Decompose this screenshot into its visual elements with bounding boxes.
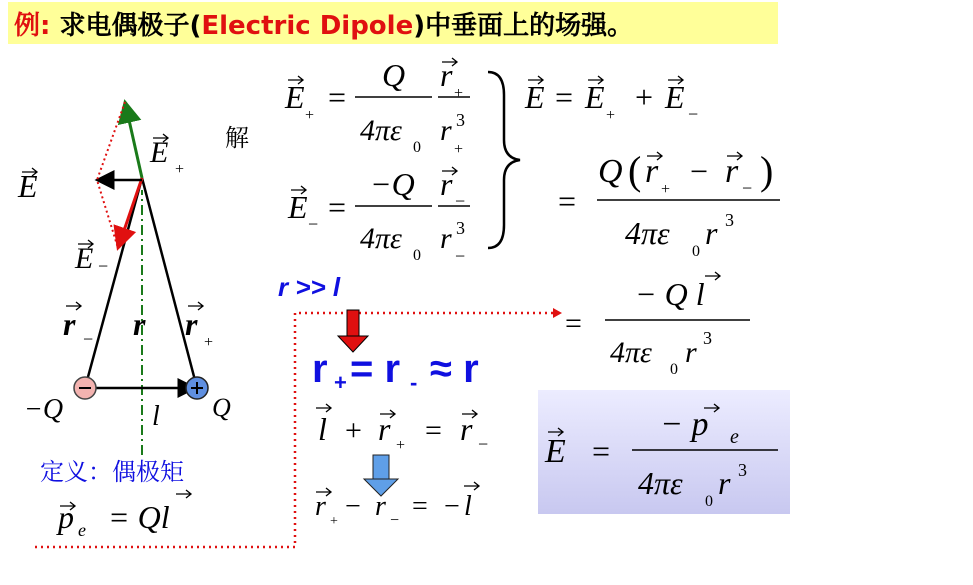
sum-E-plus-sub: + xyxy=(606,107,616,124)
vec-eq2-r2: r xyxy=(375,491,386,522)
sum-E-minus-sub: − xyxy=(688,104,699,124)
eq2-eq: = xyxy=(328,189,347,225)
eq2-rnum: r xyxy=(440,166,453,202)
step3-den: 4πε xyxy=(610,336,652,369)
result-num-sub: e xyxy=(730,426,739,448)
title-text-before: 求电偶极子( xyxy=(59,11,202,41)
step2-minus: − xyxy=(690,153,709,189)
vec-eq-r2: r xyxy=(460,411,473,447)
eq2-sub: − xyxy=(308,214,319,234)
vec-eq2-eq: = xyxy=(412,491,428,522)
definition-sub: e xyxy=(78,520,86,540)
label-r-minus: r xyxy=(63,306,76,342)
label-E-minus-sub: − xyxy=(98,256,109,276)
step2-den-r: r xyxy=(705,215,718,251)
label-r-plus-sub: + xyxy=(204,334,214,351)
brace xyxy=(488,72,520,248)
sum-eq: = xyxy=(555,79,574,115)
vec-eq2-l: l xyxy=(464,491,472,522)
result-den-r: r xyxy=(718,465,731,501)
eq1-rnum: r xyxy=(440,57,453,93)
step2-rparen: ) xyxy=(760,148,774,193)
step2-r2: r xyxy=(725,153,739,190)
label-E: E xyxy=(18,168,38,204)
r-minus-line xyxy=(85,178,142,388)
result-den-cube: 3 xyxy=(738,460,747,480)
sum-E-minus: E xyxy=(665,79,685,115)
sum-E: E xyxy=(525,79,545,115)
approx-minus-sub: - xyxy=(410,370,418,395)
eq1-rden-sub: + xyxy=(454,141,464,158)
step3-den-zero: 0 xyxy=(670,361,678,378)
result-eq: = xyxy=(592,433,611,469)
approx-r: r xyxy=(312,347,328,391)
sum-E-plus: E xyxy=(585,79,605,115)
step2-r2-sub: − xyxy=(742,178,753,198)
sum-plus: + xyxy=(635,79,654,115)
eq1-rnum-sub: + xyxy=(454,85,464,102)
step2-den-cube: 3 xyxy=(725,210,734,230)
label-E-plus-sub: + xyxy=(175,161,185,178)
label-neg-charge: −Q xyxy=(24,394,64,425)
eq2-den-zero: 0 xyxy=(413,247,421,264)
result-den: 4πε xyxy=(638,465,683,501)
eq2-E: E xyxy=(288,189,308,225)
result-num: − p xyxy=(660,406,709,443)
vec-eq2-minus: − xyxy=(345,491,361,522)
label-pos-charge: Q xyxy=(212,393,231,422)
title-highlight: Electric Dipole xyxy=(201,11,414,41)
definition-label: 定义：偶极矩 xyxy=(40,458,184,486)
label-r: r xyxy=(133,306,146,342)
label-l: l xyxy=(152,401,160,432)
step3-den-r: r xyxy=(685,336,697,369)
e-plus-vector xyxy=(125,102,142,178)
step2-r1: r xyxy=(645,153,659,190)
eq2-num: −Q xyxy=(370,166,415,202)
step2-den: 4πε xyxy=(625,215,670,251)
step3-eq: = xyxy=(565,307,582,340)
result-den-zero: 0 xyxy=(705,493,713,510)
approx-eq: = r xyxy=(350,347,401,391)
solve-label: 解 xyxy=(225,124,249,152)
eq2-rnum-sub: − xyxy=(455,191,466,211)
title-text-after: )中垂面上的场强。 xyxy=(413,11,634,41)
approx-approx: ≈ r xyxy=(430,347,479,391)
eq1-rden-cube: 3 xyxy=(456,110,465,130)
label-E-plus: E xyxy=(150,136,169,169)
parallelogram-dotted xyxy=(97,102,125,248)
eq2-den: 4πε xyxy=(360,222,402,255)
vec-eq-r1-sub: + xyxy=(396,437,406,454)
step2-r1-sub: + xyxy=(661,181,671,198)
e-minus-vector xyxy=(118,178,142,248)
vec-eq2-neg: − xyxy=(444,491,460,522)
step2-Q: Q xyxy=(598,153,623,190)
step2-eq: = xyxy=(558,183,577,219)
vec-eq-plus: + xyxy=(345,414,362,447)
eq1-E: E xyxy=(285,79,305,115)
vec-eq-eq: = xyxy=(425,414,442,447)
definition-rhs: = Ql xyxy=(108,499,170,535)
r-plus-line xyxy=(142,178,197,388)
condition: r >> l xyxy=(278,272,341,302)
vec-eq-r2-sub: − xyxy=(478,434,489,454)
example-label: 例: xyxy=(14,11,51,41)
approx-plus-sub: + xyxy=(334,370,347,395)
eq1-eq: = xyxy=(328,79,347,115)
label-r-plus: r xyxy=(185,306,198,342)
step3-num: − Q l xyxy=(635,276,705,312)
vec-eq2-r2-sub: − xyxy=(390,512,400,529)
eq2-rden-sub: − xyxy=(455,246,466,266)
eq1-sub: + xyxy=(305,107,315,124)
eq2-rden-cube: 3 xyxy=(456,218,465,238)
vec-eq2-r1-sub: + xyxy=(330,514,338,529)
eq1-rden: r xyxy=(440,114,452,147)
result-E: E xyxy=(545,433,566,470)
eq2-rden: r xyxy=(440,222,452,255)
eq1-den: 4πε xyxy=(360,114,402,147)
eq1-num: Q xyxy=(382,57,406,93)
vec-eq-l: l xyxy=(318,411,327,447)
label-r-minus-sub: − xyxy=(83,329,94,349)
vec-eq2-r1: r xyxy=(315,491,326,522)
step3-den-cube: 3 xyxy=(703,328,712,348)
vec-eq-r1: r xyxy=(378,411,391,447)
step2-den-zero: 0 xyxy=(692,243,700,260)
step2-lparen: ( xyxy=(628,148,642,193)
label-E-minus: E xyxy=(75,242,94,275)
eq1-den-zero: 0 xyxy=(413,139,421,156)
definition-p: p xyxy=(58,499,74,535)
